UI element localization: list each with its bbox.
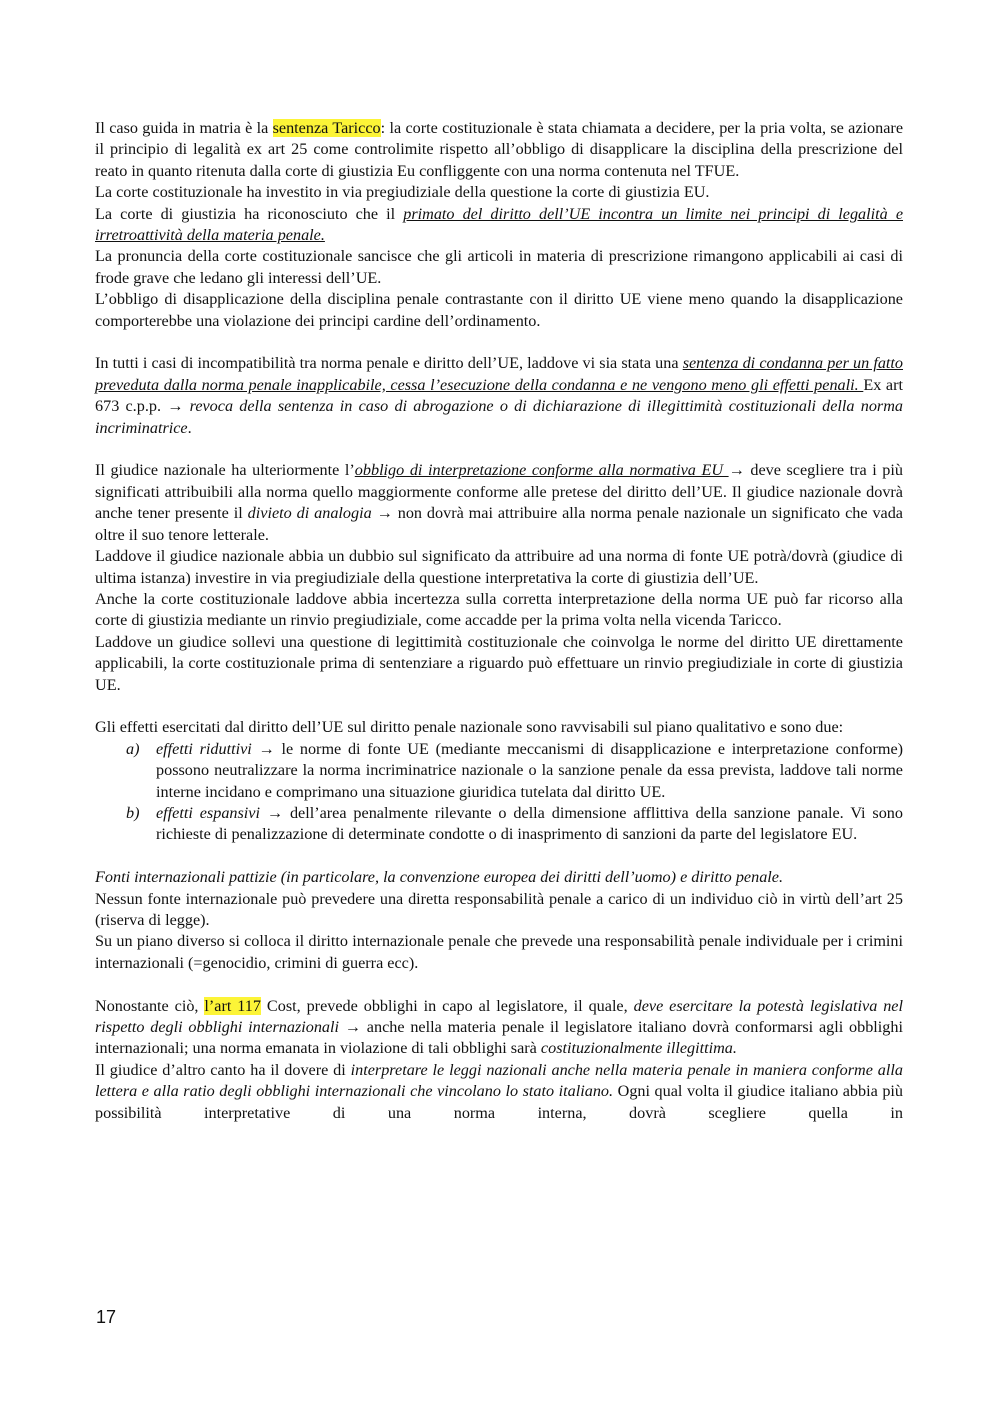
underlined-condanna: sentenza di condanna per un fatto preveduta dalla norma penale inapplicabile, cessa l’esecuzione della condanna e ne vengono meno gli effetti penali. xyxy=(95,354,904,394)
highlight-sentenza-taricco: sentenza Taricco xyxy=(272,119,381,137)
paragraph-corte-giustizia: La corte di giustizia ha riconosciuto che il primato del diritto dell’UE incontra un limite nei principi di legalità e irretroattività della materia penale. xyxy=(95,204,903,245)
section-heading-fonti: Fonti internazionali pattizie (in particolare, la convenzione europea dei diritti dell’uomo) e diritto penale. xyxy=(95,868,784,887)
spacer xyxy=(95,696,903,717)
spacer xyxy=(95,332,903,353)
page-number: 17 xyxy=(96,1307,117,1327)
list-item: b) effetti espansivi → dell’area penalmente rilevante o della dimensione afflittiva della sanzione panale. Vi sono richieste di penalizzazione di determinate condotte o di inasprimento di sanzioni da parte del legislatore EU. xyxy=(95,803,903,846)
paragraph-diritto-internazionale: Su un piano diverso si colloca il diritto internazionale penale che prevede una responsabilità penale individuale per i crimini internazionali (=genocidio, crimini di guerra ecc). xyxy=(95,932,903,972)
list-item: a) effetti riduttivi → le norme di fonte UE (mediante meccanismi di disapplicazione e interpretazione conforme) possono neutralizzare la norma incriminatrice nazionale o la sanzione penale da essa prevista, laddove tali norme interne incidano e comprimano una situazione giuridica tutelata dal diritto UE. xyxy=(95,739,903,803)
arrow-icon: → xyxy=(371,504,393,523)
underlined-obbligo: obbligo di interpretazione conforme alla normativa EU xyxy=(354,461,729,480)
paragraph-taricco: Il caso guida in matria è la sentenza Taricco: la corte costituzionale è stata chiamata a decidere, per la pria volta, se azionare il principio di legalità ex art 25 come controlimite rispetto all’obbligo di disapplicare la disciplina della prescrizione del reato in quanto ritenuta dalla corte di giustizia Eu confliggente con una norma contenuta nel TFUE. xyxy=(95,119,903,180)
paragraph-pronuncia: La pronuncia della corte costituzionale sancisce che gli articoli in materia di prescrizione rimangono applicabili ai casi di frode grave che ledano gli interessi dell’UE. xyxy=(95,247,903,287)
paragraph-corte-costituzionale: Anche la corte costituzionale laddove abbia incertezza sulla corretta interpretazione della norma UE può far ricorso alla corte di giustizia mediante un rinvio pregiudiziale, come accadde per la prima volta nella vicenda Taricco. xyxy=(95,589,903,630)
paragraph-rinvio: La corte costituzionale ha investito in via pregiudiziale della questione la corte di giustizia EU. xyxy=(95,183,710,202)
paragraph-legittimita: Laddove un giudice sollevi una questione di legittimità costituzionale che coinvolga le norme del diritto UE direttamente applicabili, la corte costituzionale prima di sentenziare a riguardo può effettuare un rinvio pregiudiziale in corte di giustizia UE. xyxy=(95,632,903,694)
arrow-icon: → xyxy=(259,803,284,822)
paragraph-art-117: Nonostante ciò, l’art 117 Cost, prevede obblighi in capo al legislatore, il quale, deve esercitare la potestà legislativa nel rispetto degli obblighi internazionali → anche nella materia penale il legislatore italiano dovrà conformarsi agli obblighi internazionali; una norma emanata in violazione di tali obblighi sarà costituzionalmente illegittima. xyxy=(95,996,903,1058)
arrow-icon: → xyxy=(339,1017,361,1036)
paragraph-interpretazione-conforme: Il giudice nazionale ha ulteriormente l’obbligo di interpretazione conforme alla normativa EU → deve scegliere tra i più significati attribuibili alla norma quello maggiormente conforme alle pretese del diritto dell’UE. Il giudice nazionale dovrà anche tener presente il divieto di analogia → non dovrà mai attribuire alla norma penale nazionale un significato che vada oltre il suo tenore letterale. xyxy=(95,461,903,544)
paragraph-dubbio: Laddove il giudice nazionale abbia un dubbio sul significato da attribuire ad una norma di fonte UE potrà/dovrà (giudice di ultima istanza) investire in via pregiudiziale della questione interpretativa la corte di giustizia dell’UE. xyxy=(95,547,903,587)
effects-list xyxy=(95,739,903,846)
paragraph-disapplicazione: L’obbligo di disapplicazione della disciplina penale contrastante con il diritto UE viene meno quando la disapplicazione comporterebbe una violazione dei principi cardine dell’ordinamento. xyxy=(95,290,903,330)
document-body xyxy=(95,118,903,1124)
spacer xyxy=(95,846,903,867)
list-marker: a) xyxy=(126,739,140,758)
spacer xyxy=(95,439,903,460)
paragraph-giudice: Il giudice d’altro canto ha il dovere di interpretare le leggi nazionali anche nella materia penale in maniera conforme alla lettera e alla ratio degli obblighi internazionali che vincolano lo stato italiano. Ogni qual volta il giudice italiano abbia più possibilità interpretative di una norma interna, dovrà scegliere quella in xyxy=(95,1060,903,1122)
paragraph-nessun-fonte: Nessun fonte internazionale può prevedere una diretta responsabilità penale a carico di un individuo ciò in virtù dell’art 25 (riserva di legge). xyxy=(95,889,903,929)
paragraph-incompatibilita: In tutti i casi di incompatibilità tra norma penale e diritto dell’UE, laddove vi sia stata una sentenza di condanna per un fatto preveduta dalla norma penale inapplicabile, cessa l’esecuzione della condanna e ne vengono meno gli effetti penali. Ex art 673 c.p.p. → revoca della sentenza in caso di abrogazione o di dichiarazione di illegittimità costituzionali della norma incriminatrice. xyxy=(95,354,904,437)
arrow-icon: → xyxy=(728,461,745,480)
paragraph-effetti: Gli effetti esercitati dal diritto dell’UE sul diritto penale nazionale sono ravvisabili sul piano qualitativo e sono due: xyxy=(95,718,844,737)
arrow-icon: → xyxy=(167,397,184,416)
arrow-icon: → xyxy=(251,739,275,758)
spacer xyxy=(95,974,903,995)
list-marker: b) xyxy=(126,803,140,822)
underlined-primato: primato del diritto dell’UE incontra un limite nei principi di legalità e irretroattività della materia penale. xyxy=(95,204,903,245)
highlight-art-117: l’art 117 xyxy=(204,996,261,1015)
